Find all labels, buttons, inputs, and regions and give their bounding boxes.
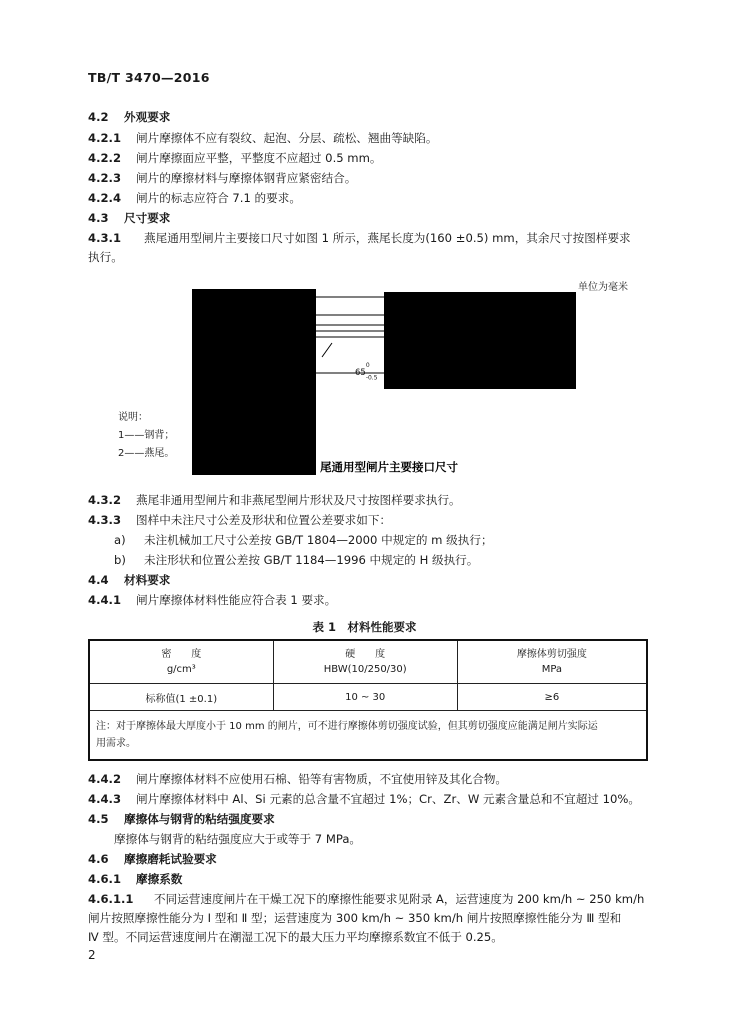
table-cell: 标称值(1 ±0.1) xyxy=(89,684,273,711)
figure-1-drawing xyxy=(0,275,729,490)
list-marker: b) xyxy=(114,553,126,567)
clause-4-6-1-1 xyxy=(88,891,644,907)
material-properties-table xyxy=(88,639,648,761)
heading-4-4 xyxy=(88,572,170,588)
list-item-b xyxy=(114,552,478,568)
table-note-row xyxy=(89,711,647,761)
section-number: 4.2.3 xyxy=(88,171,122,185)
legend-title: 说明： xyxy=(118,412,148,423)
figure-caption: 尾通用型闸片主要接口尺寸 xyxy=(320,460,458,474)
section-text: 图样中未注尺寸公差及形状和位置公差要求如下： xyxy=(136,513,392,527)
section-text: 摩擦系数 xyxy=(136,872,183,886)
clause-4-2-4 xyxy=(88,190,301,206)
clause-4-6-1-1-cont xyxy=(88,929,503,945)
heading-4-2 xyxy=(88,109,170,125)
section-text: 闸片的标志应符合 7.1 的要求。 xyxy=(136,191,301,205)
dimension-label xyxy=(355,363,378,382)
unit-label: 单位为毫米 xyxy=(578,282,628,293)
section-text: 摩擦体与钢背的粘结强度应大于或等于 7 MPa。 xyxy=(114,832,362,846)
dimension-lower-tolerance: -0.5 xyxy=(365,374,378,382)
section-text: 闸片摩擦体材料不应使用石棉、铅等有害物质，不宜使用锌及其化合物。 xyxy=(136,772,508,786)
section-text: 闸片按照摩擦性能分为 Ⅰ 型和 Ⅱ 型；运营速度为 300 km/h ~ 350 km/h 闸片按照摩擦性能分为 Ⅲ 型和 xyxy=(88,911,622,925)
list-text: 未注机械加工尺寸公差按 GB/T 1804—2000 中规定的 m 级执行； xyxy=(144,533,493,547)
section-text: 摩擦体与钢背的粘结强度要求 xyxy=(124,812,275,826)
clause-4-3-2 xyxy=(88,492,461,508)
section-number: 4.3.2 xyxy=(88,493,122,507)
table-header-row xyxy=(89,640,647,684)
list-item-a xyxy=(114,532,493,548)
section-text: 材料要求 xyxy=(124,573,171,587)
section-text: 闸片的摩擦材料与摩擦体钢背应紧密结合。 xyxy=(136,171,357,185)
heading-4-6-1 xyxy=(88,871,182,887)
section-number: 4.6 xyxy=(88,852,109,866)
dimension-upper-tolerance: 0 xyxy=(365,362,370,369)
clause-4-2-2 xyxy=(88,150,382,166)
section-text: 闸片摩擦体材料中 Al、Si 元素的总含量不宜超过 1%；Cr、Zr、W 元素含量总和不宜超过 10%。 xyxy=(136,792,640,806)
section-number: 4.4 xyxy=(88,573,109,587)
steel-back-block xyxy=(192,289,316,475)
section-number: 4.6.1.1 xyxy=(88,892,134,906)
section-text: 尺寸要求 xyxy=(124,211,171,225)
table-note: 注：对于摩擦体最大厚度小于 10 mm 的闸片，可不进行摩擦体剪切强度试验，但其剪切强度应能满足闸片实际运 用需求。 xyxy=(89,711,647,761)
clause-4-2-1 xyxy=(88,130,437,146)
section-number: 4.3.3 xyxy=(88,513,122,527)
clause-4-3-3 xyxy=(88,512,391,528)
clause-4-3-1 xyxy=(88,230,631,246)
section-text: 燕尾通用型闸片主要接口尺寸如图 1 所示，燕尾长度为(160 ±0.5) mm，其余尺寸按图样要求 xyxy=(144,231,631,245)
section-text: 外观要求 xyxy=(124,110,171,124)
heading-4-6 xyxy=(88,851,217,867)
section-text: Ⅳ 型。不同运营速度闸片在潮湿工况下的最大压力平均摩擦系数宜不低于 0.25。 xyxy=(88,930,503,944)
clause-4-4-3 xyxy=(88,791,640,807)
legend-item-2: 2——燕尾。 xyxy=(118,448,175,459)
heading-4-5 xyxy=(88,811,275,827)
table-caption: 表 1 材料性能要求 xyxy=(312,620,417,634)
section-number: 4.2.4 xyxy=(88,191,122,205)
clause-4-4-2 xyxy=(88,771,507,787)
section-text: 不同运营速度闸片在干燥工况下的摩擦性能要求见附录 A，运营速度为 200 km/h ~ 250 km/h xyxy=(154,892,645,906)
section-text: 摩擦磨耗试验要求 xyxy=(124,852,217,866)
table-header-cell: 密 度 g/cm³ xyxy=(89,640,273,684)
section-number: 4.4.2 xyxy=(88,772,122,786)
table-cell: 10 ~ 30 xyxy=(273,684,457,711)
document-id: TB/T 3470—2016 xyxy=(88,70,210,85)
page-number: 2 xyxy=(88,948,96,962)
clause-4-3-1-cont xyxy=(88,249,123,265)
section-number: 4.4.3 xyxy=(88,792,122,806)
section-number: 4.5 xyxy=(88,812,109,826)
section-number: 4.6.1 xyxy=(88,872,122,886)
clause-4-5-body xyxy=(114,831,361,847)
section-text: 执行。 xyxy=(88,250,123,264)
section-number: 4.2.1 xyxy=(88,131,122,145)
dovetail-block xyxy=(384,292,576,389)
section-text: 闸片摩擦体不应有裂纹、起泡、分层、疏松、翘曲等缺陷。 xyxy=(136,131,438,145)
dimension-value: 65 xyxy=(355,367,366,378)
table-header-cell: 摩擦体剪切强度 MPa xyxy=(457,640,647,684)
section-number: 4.2 xyxy=(88,110,109,124)
table-cell: ≥6 xyxy=(457,684,647,711)
list-text: 未注形状和位置公差按 GB/T 1184—1996 中规定的 H 级执行。 xyxy=(144,553,479,567)
section-number: 4.4.1 xyxy=(88,593,122,607)
clause-4-2-3 xyxy=(88,170,356,186)
section-number: 4.3 xyxy=(88,211,109,225)
table-row xyxy=(89,684,647,711)
section-number: 4.3.1 xyxy=(88,231,122,245)
section-text: 闸片摩擦体材料性能应符合表 1 要求。 xyxy=(136,593,337,607)
section-text: 燕尾非通用型闸片和非燕尾型闸片形状及尺寸按图样要求执行。 xyxy=(136,493,461,507)
heading-4-3 xyxy=(88,210,170,226)
list-marker: a) xyxy=(114,533,126,547)
clause-4-6-1-1-cont xyxy=(88,910,621,926)
section-text: 闸片摩擦面应平整，平整度不应超过 0.5 mm。 xyxy=(136,151,382,165)
legend-item-1: 1——钢背； xyxy=(118,430,175,441)
leader-line xyxy=(322,343,332,357)
section-number: 4.2.2 xyxy=(88,151,122,165)
clause-4-4-1 xyxy=(88,592,336,608)
table-header-cell: 硬 度 HBW(10/250/30) xyxy=(273,640,457,684)
